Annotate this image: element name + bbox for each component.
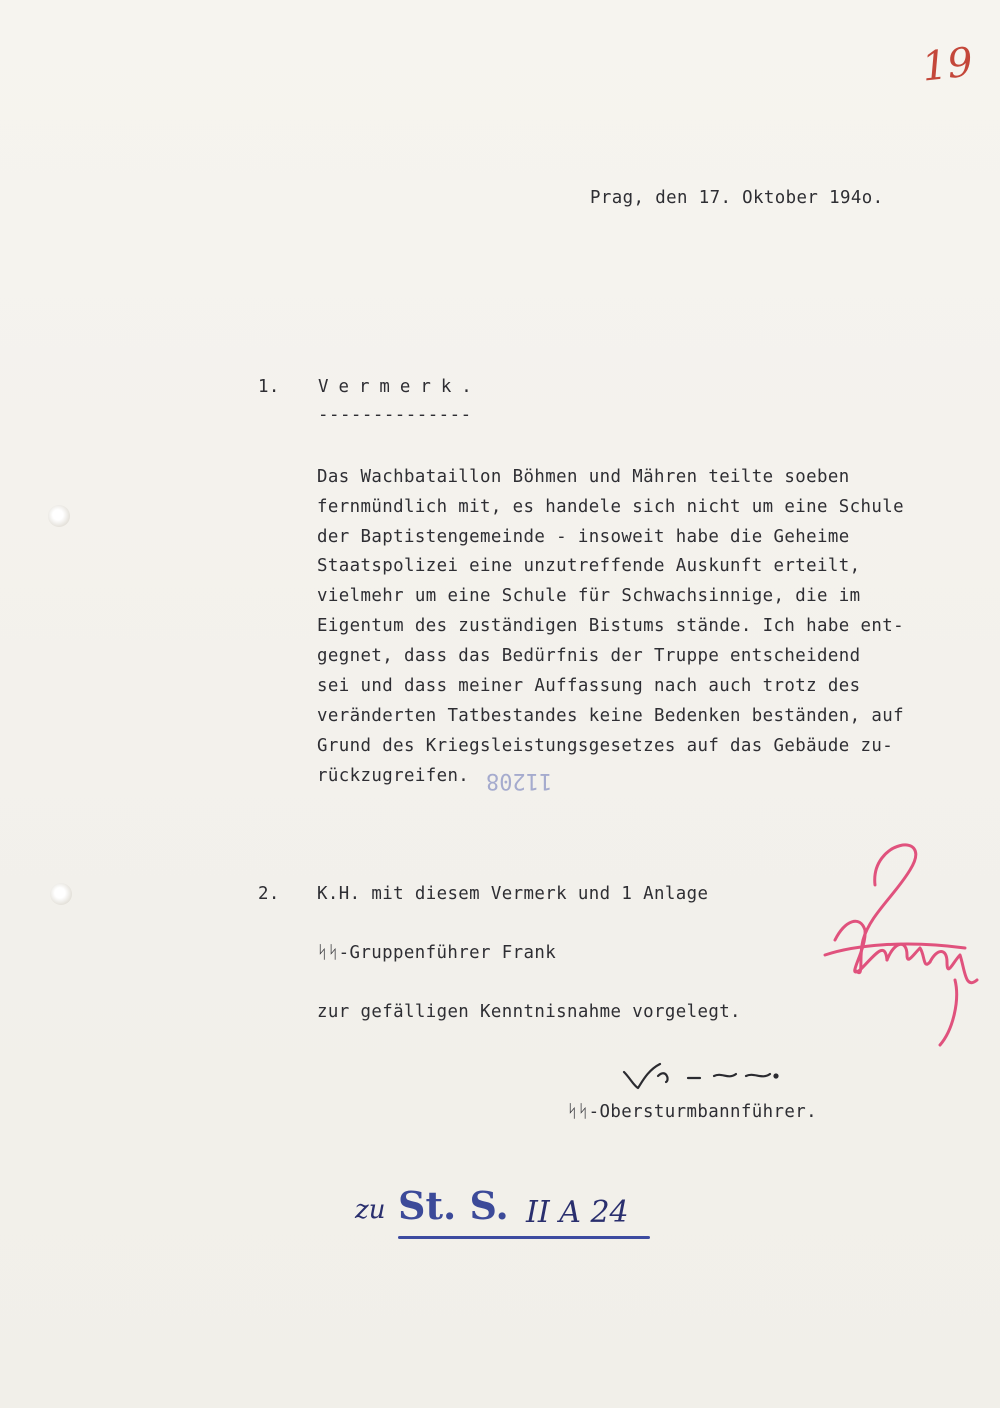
section-1-number: 1. <box>258 377 280 397</box>
body-line: Das Wachbataillon Böhmen und Mähren teilte soeben <box>317 467 850 487</box>
reference-stamp: St. S. <box>398 1183 509 1228</box>
section-2-number: 2. <box>258 884 280 904</box>
pink-signature <box>815 830 985 1060</box>
reference-handwritten: II A 24 <box>526 1195 629 1230</box>
signature-title: ᛋᛋ-Obersturmbannführer. <box>567 1102 817 1122</box>
body-line: veränderten Tatbestandes keine Bedenken beständen, auf <box>317 706 904 726</box>
body-line: fernmündlich mit, es handele sich nicht um eine Schule <box>317 497 904 517</box>
body-line: Staatspolizei eine unzutreffende Auskunft erteilt, <box>317 556 861 576</box>
body-line: rückzugreifen. <box>317 766 470 786</box>
reference-prefix: zu <box>355 1195 386 1225</box>
section-2-recipient: ᛋᛋ-Gruppenführer Frank <box>317 943 557 963</box>
registry-stamp: 11208 <box>486 768 553 793</box>
body-line: sei und dass meiner Auffassung nach auch trotz des <box>317 676 861 696</box>
page-number: 19 <box>919 39 976 91</box>
body-line: Eigentum des zuständigen Bistums stände. Ich habe ent- <box>317 616 904 636</box>
reference-underline <box>398 1236 650 1239</box>
date-line: Prag, den 17. Oktober 194o. <box>590 188 884 208</box>
initials-signature <box>618 1058 788 1098</box>
section-2-line-1: K.H. mit diesem Vermerk und 1 Anlage <box>317 884 709 904</box>
punch-hole <box>48 505 70 527</box>
punch-hole <box>50 883 72 905</box>
body-line: Grund des Kriegsleistungsgesetzes auf das Gebäude zu- <box>317 736 894 756</box>
body-line: gegnet, dass das Bedürfnis der Truppe entscheidend <box>317 646 861 666</box>
body-line: vielmehr um eine Schule für Schwachsinnige, die im <box>317 586 861 606</box>
section-1-heading-underline: -------------- <box>318 405 472 425</box>
section-1-heading: Vermerk. <box>318 377 482 397</box>
section-2-line-3: zur gefälligen Kenntnisnahme vorgelegt. <box>317 1002 741 1022</box>
body-line: der Baptistengemeinde - insoweit habe die Geheime <box>317 527 850 547</box>
